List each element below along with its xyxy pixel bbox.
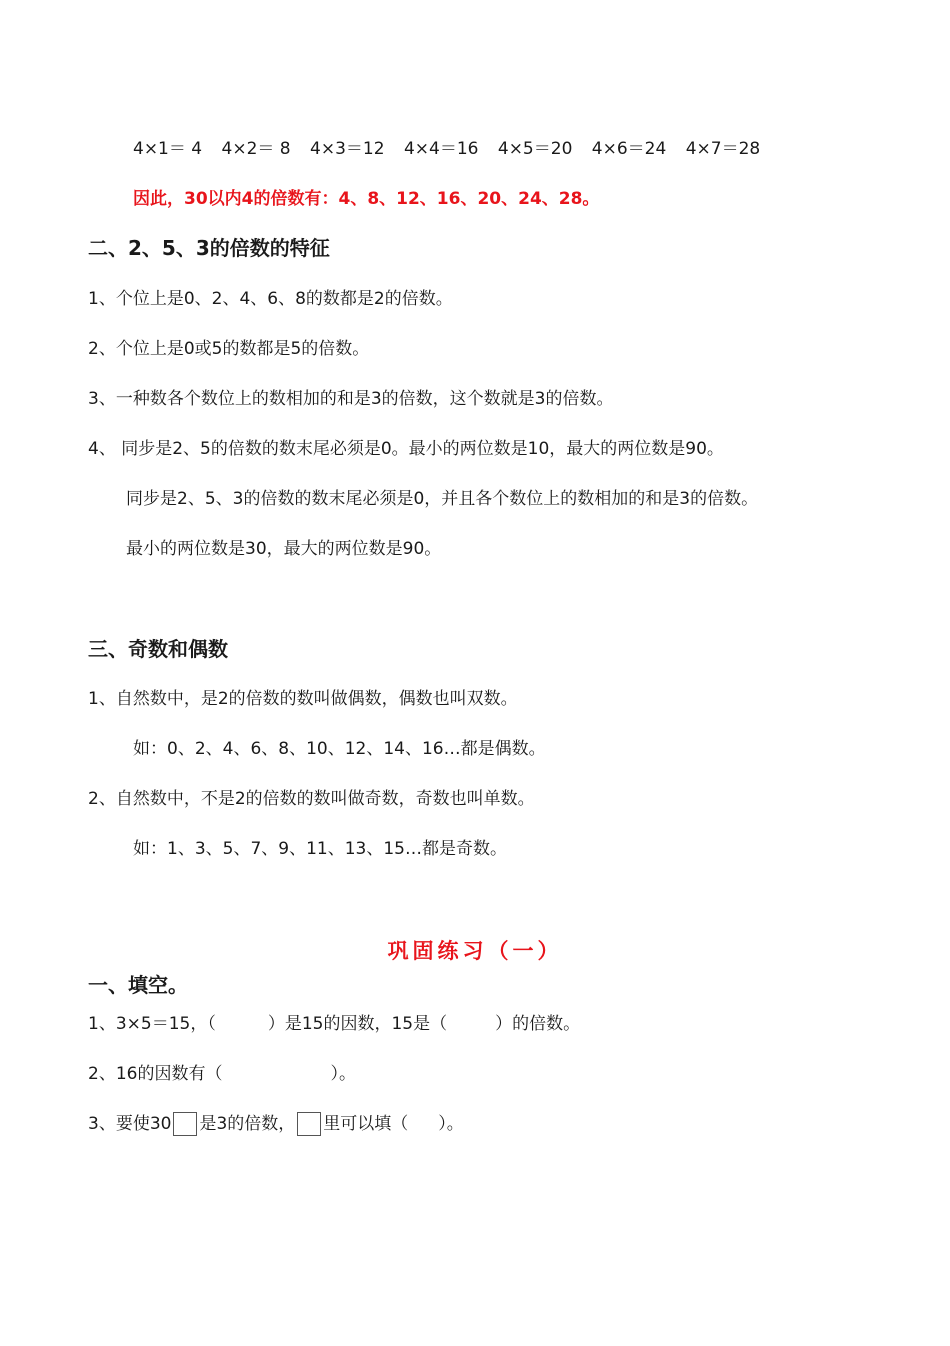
section3-item: 1、自然数中，是2的倍数的数叫做偶数，偶数也叫双数。 — [88, 689, 518, 709]
question-1 — [88, 1012, 580, 1036]
section2-heading: 二、2、5、3的倍数的特征 — [88, 236, 330, 260]
question-1-part-a: 1、3×5＝15，（ — [88, 1014, 216, 1034]
question-3-part-b: 是3的倍数， — [199, 1114, 296, 1134]
mult-item: 4×5＝20 — [497, 139, 573, 159]
multiplication-row — [133, 137, 774, 161]
mult-item: 4×2＝ 8 — [221, 139, 291, 159]
mult-item: 4×1＝ 4 — [133, 139, 203, 159]
question-3-part-a: 3、要使30 — [88, 1114, 172, 1134]
section2-item: 4、 同步是2、5的倍数的数末尾必须是0。最小的两位数是10，最大的两位数是90。 — [88, 439, 724, 459]
question-3 — [88, 1112, 464, 1136]
section2-sub-line: 同步是2、5、3的倍数的数末尾必须是0，并且各个数位上的数相加的和是3的倍数。 — [126, 489, 759, 509]
section2-item: 3、一种数各个数位上的数相加的和是3的倍数，这个数就是3的倍数。 — [88, 389, 614, 409]
mult-item: 4×7＝28 — [685, 139, 761, 159]
question-1-part-c: ）的倍数。 — [495, 1014, 581, 1034]
practice-heading: 一、填空。 — [88, 973, 188, 997]
question-1-part-b: ）是15的因数，15是（ — [267, 1014, 448, 1034]
section3-item: 2、自然数中，不是2的倍数的数叫做奇数，奇数也叫单数。 — [88, 789, 535, 809]
section2-item: 2、个位上是0或5的数都是5的倍数。 — [88, 339, 370, 359]
digit-box[interactable] — [297, 1112, 321, 1136]
question-3-part-d: ）。 — [438, 1114, 464, 1134]
section3-example: 如：0、2、4、6、8、10、12、14、16…都是偶数。 — [133, 739, 546, 759]
mult-item: 4×6＝24 — [591, 139, 667, 159]
mult-item: 4×4＝16 — [403, 139, 479, 159]
section3-example: 如：1、3、5、7、9、11、13、15…都是奇数。 — [133, 839, 507, 859]
digit-box[interactable] — [173, 1112, 197, 1136]
question-2-part-b: ）。 — [330, 1064, 356, 1084]
section3-heading: 三、奇数和偶数 — [88, 637, 228, 661]
question-3-part-c: 里可以填（ — [323, 1114, 409, 1134]
question-2-part-a: 2、16的因数有（ — [88, 1064, 223, 1084]
section2-item: 1、个位上是0、2、4、6、8的数都是2的倍数。 — [88, 289, 453, 309]
question-2 — [88, 1062, 356, 1086]
mult-item: 4×3＝12 — [310, 139, 385, 159]
conclusion-text: 因此，30以内4的倍数有：4、8、12、16、20、24、28。 — [133, 189, 600, 209]
practice-title: 巩固练习（一） — [387, 939, 563, 963]
section2-sub-line: 最小的两位数是30，最大的两位数是90。 — [126, 539, 442, 559]
